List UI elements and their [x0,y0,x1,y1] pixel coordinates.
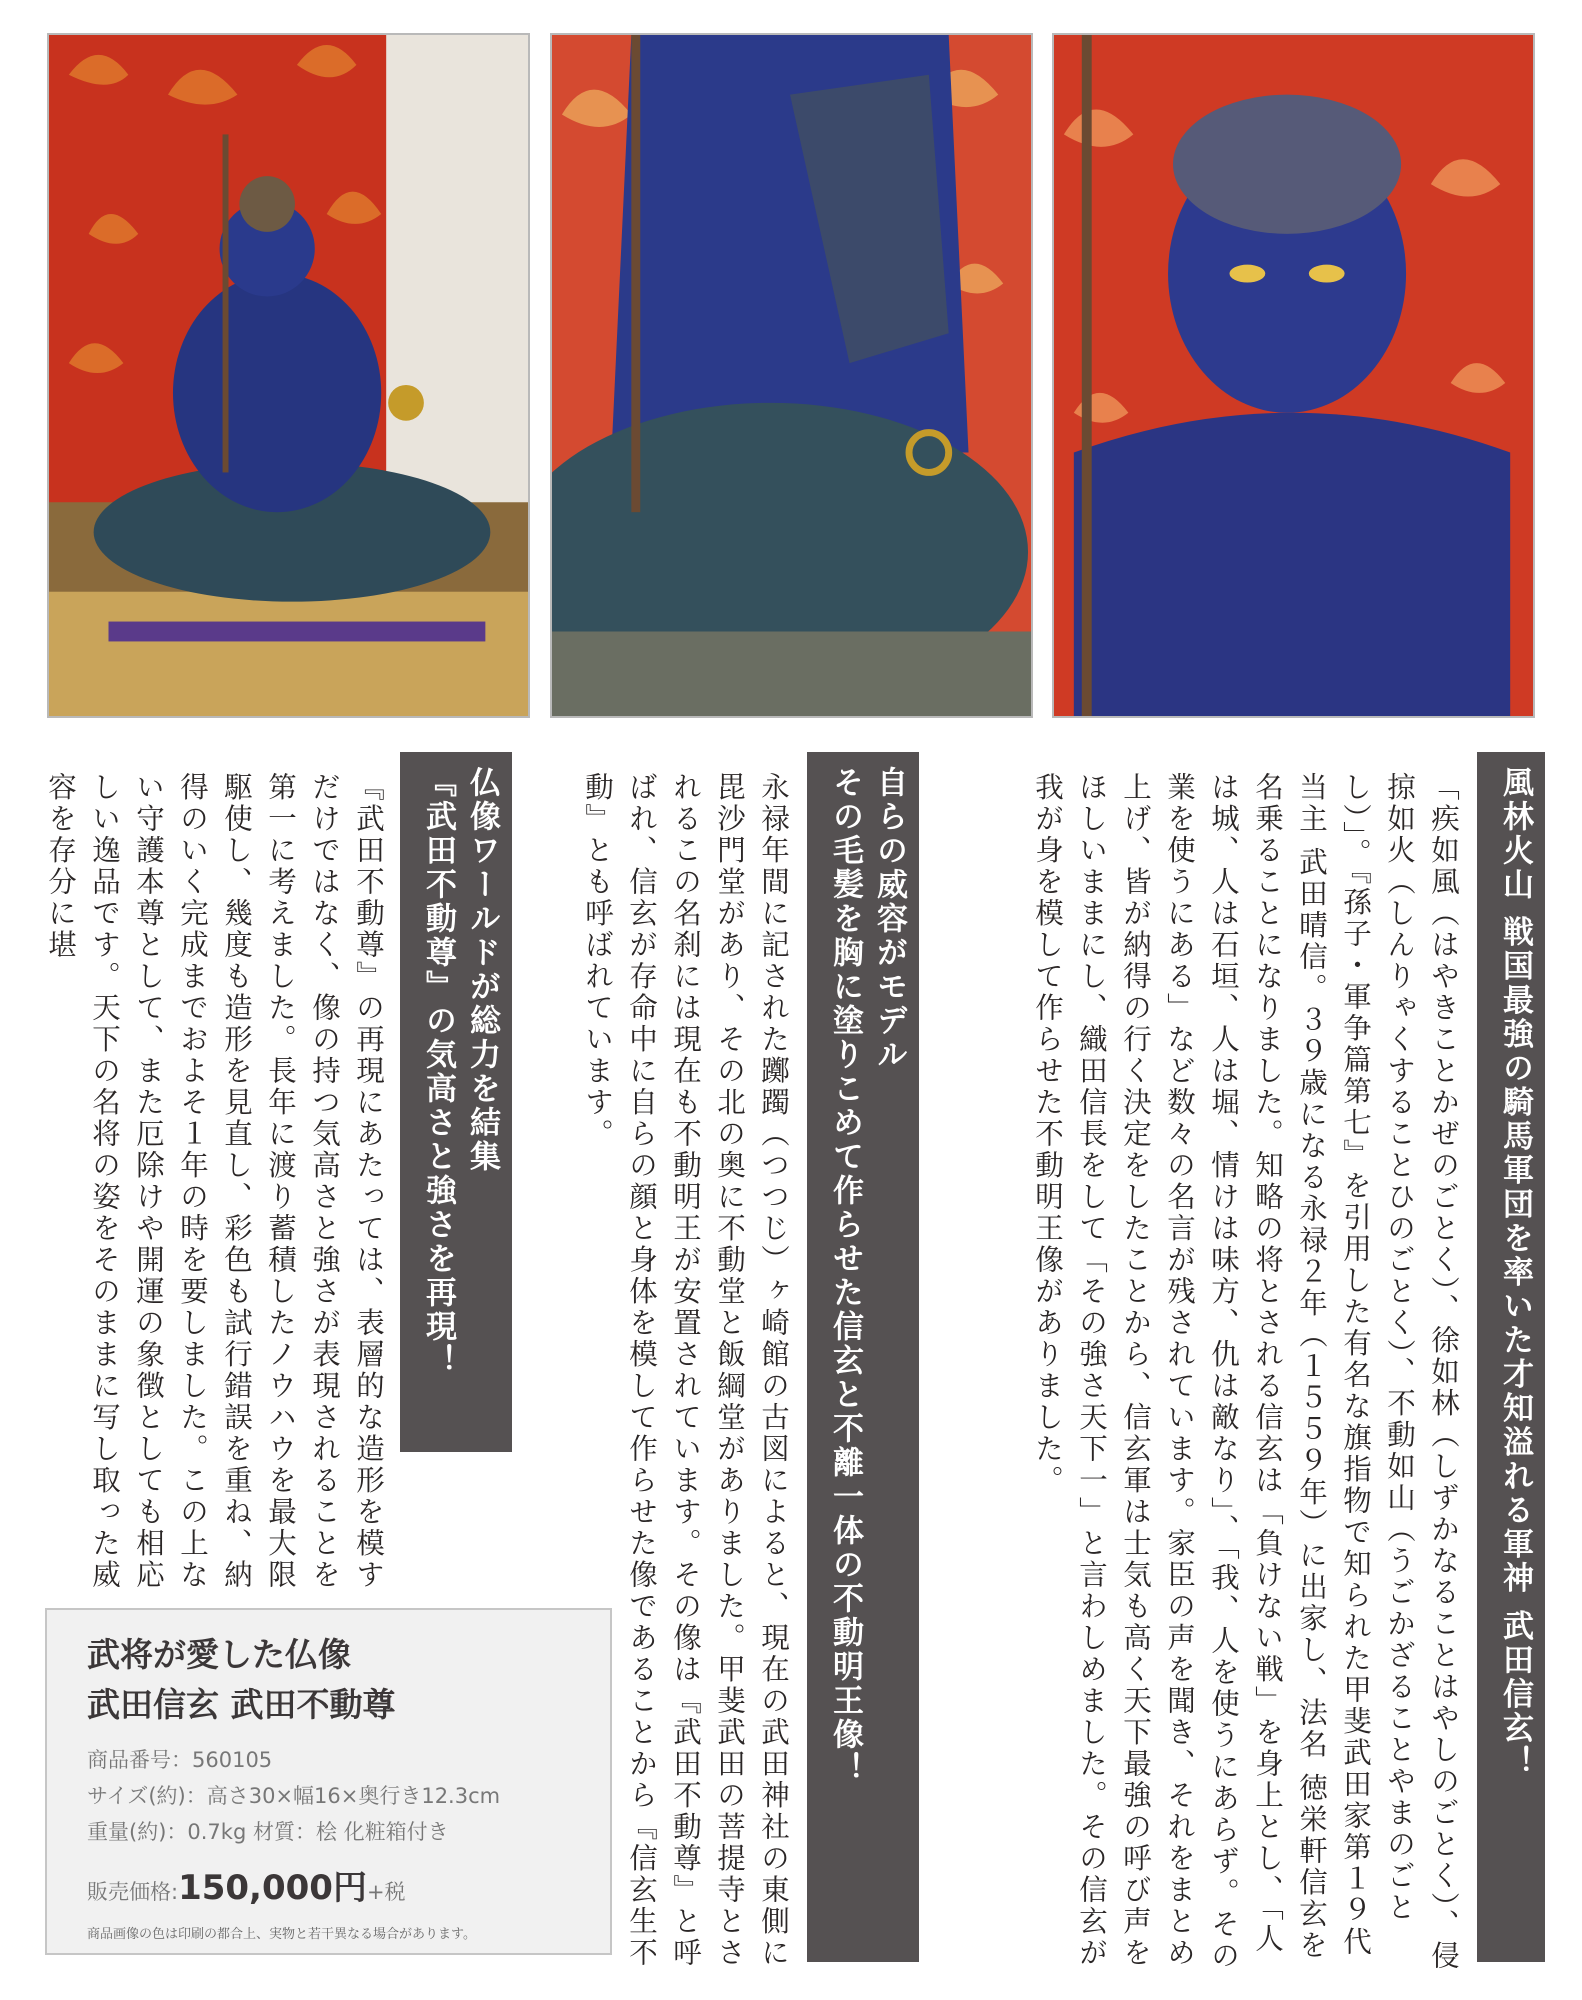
section3-body: 『武田不動尊』の再現にあたっては、表層的な造形を模すだけではなく、像の持つ気高さと強さが表現されることを第一に考えました。長年に渡り蓄積したノウハウを最大限駆使し、幾度も造形を見直し、彩色も試行錯誤を重ね、納得のいく完成までおよそ１年の時を要しました。この上ない守護本尊として、また厄除けや開運の象徴としても相応しい逸品です。天下の名将の姿をそのままに写し取った威容を存分に堪 [44,772,385,1591]
product-weight: 重量(約)：0.7kg 材質：桧 化粧箱付き [87,1820,449,1844]
section1-body: 「疾如風（はやきことかぜのごとく）、徐如林（しずかなることはやしのごとく）、侵掠如火（しんりゃくすることひのごとく）、不動如山（うごかざることやまのごとし）」。『孫子・軍争篇第七』を引用した有名な旗指物で知られた甲斐武田家第１９代当主 武田晴信。３９歳になる永禄２年（１５５９年）に出家し、法名 徳栄軒信玄を名乗ることになりました。知略の将とされる信玄は「負けない戦」を身上とし、「人は城、人は石垣、人は堀、情けは味方、仇は敵なり」、「我、人を使うにあらず。その業を使うにある」など数々の名言が残されています。家臣の声を聞き、それをまとめ上げ、皆が納得の行く決定をしたことから、信玄軍は士気も高く天下最強の呼び声をほしいままにし、織田信長をして「その強さ天下一」と言わしめました。その信玄が我が身を模して作らせた不動明王像がありました。 [1031,772,1460,1972]
price-tax: +税 [366,1880,406,1904]
product-item-number: 商品番号：560105 [87,1748,273,1772]
section2-body: 永禄年間に記された躑躅（つつじ）ヶ崎館の古図によると、現在の武田神社の東側に毘沙門堂があり、その北の奥に不動堂と飯綱堂がありました。甲斐武田の菩提寺とされるこの名刹には現在も不動明王が安置されています。その像は『武田不動尊』と呼ばれ、信玄が存命中に自らの顔と身体を模して作らせた像であることから『信玄生不動』とも呼ばれています。 [581,772,790,1969]
statue-photo-torso [550,33,1033,718]
product-info-box [45,1608,612,1955]
product-price [87,1860,570,1909]
price-label: 販売価格: [87,1880,179,1904]
statue-photo-full [47,33,530,718]
product-title-line2: 武田信玄 武田不動尊 [87,1685,396,1724]
section2-heading: 自らの威容がモデル その毛髪を胸に塗りこめて作らせた信玄と不離一体の不動明王像！ [807,752,919,1962]
section1-heading: 風林火山 戦国最強の騎馬軍団を率いた才知溢れる軍神 武田信玄！ [1477,752,1545,1962]
price-value: 150,000円 [178,1868,367,1908]
statue-photo-face [1052,33,1535,718]
color-disclaimer: 商品画像の色は印刷の都合上、実物と若干異なる場合があります。 [87,1927,476,1942]
section3-heading: 仏像ワールドが総力を結集 『武田不動尊』の気高さと強さを再現！ [400,752,512,1452]
product-size: サイズ(約)：高さ30×幅16×奥行き12.3cm [87,1784,501,1808]
product-title-line1: 武将が愛した仏像 [87,1635,351,1674]
